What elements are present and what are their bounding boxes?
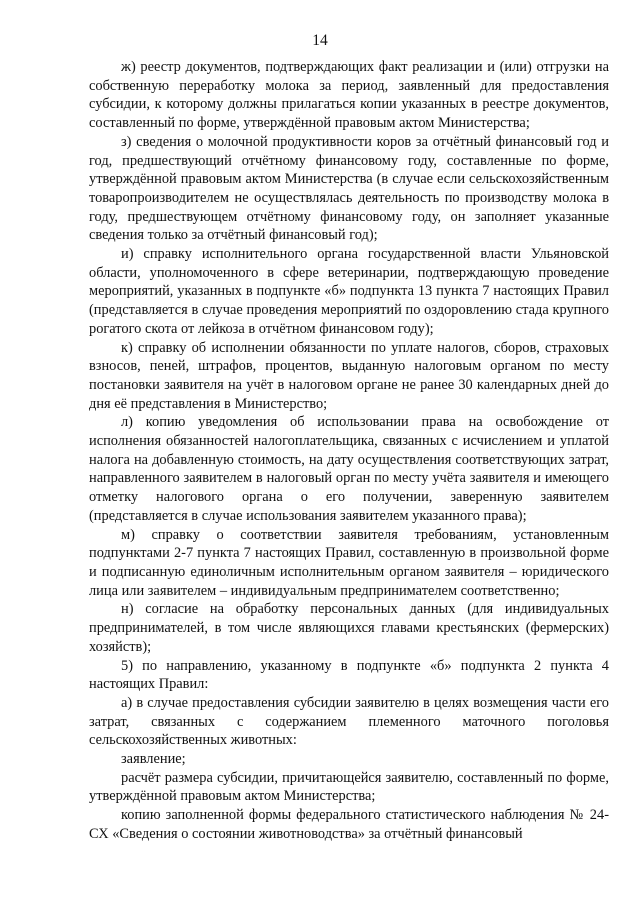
paragraph-zh: ж) реестр документов, подтверждающих факт реализации и (или) отгрузки на собственную переработку молока за период, заявленный для предоставления субсидии, к которому должны прилагаться копии указанных в реестре документов, составленный по форме, утверждённой правовым актом Министерства; [89,59,609,132]
paragraph-n: н) согласие на обработку персональных данных (для индивидуальных предпринимателей, в том числе являющихся главами крестьянских (фермерских) хозяйств); [89,601,609,655]
paragraph-form-copy: копию заполненной формы федерального статистического наблюдения № 24-СХ «Сведения о состоянии животноводства» за отчётный финансовый [89,807,609,842]
paragraph-item-5: 5) по направлению, указанному в подпункте «б» подпункта 2 пункта 4 настоящих Правил: [89,657,609,693]
paragraph-i: и) справку исполнительного органа государственной власти Ульяновской области, уполномоченного в сфере ветеринарии, подтверждающую проведение мероприятий, указанных в подпункте «б» подпункта 13 пункта 7 настоящих Правил (представляется в случае проведения мероприятий по оздоровлению стада крупного рогатого скота от лейкоза в отчётном финансовом году); [89,246,609,337]
paragraph-application: заявление; [121,751,186,768]
paragraph-calculation: расчёт размера субсидии, причитающейся заявителю, составленный по форме, утверждённой правовым актом Министерства; [89,769,609,805]
paragraph-a: а) в случае предоставления субсидии заявителю в целях возмещения части его затрат, связанных с содержанием племенного маточного поголовья сельскохозяйственных животных: [89,694,609,749]
paragraph-m: м) справку о соответствии заявителя требованиям, установленным подпунктами 2-7 пункта 7 настоящих Правил, составленную в произвольной форме и подписанную единоличным исполнительным органом заявителя – юридического лица или заявителем – индивидуальным предпринимателем соответственно; [89,526,609,599]
paragraph-l: л) копию уведомления об использовании права на освобождение от исполнения обязанностей налогоплательщика, связанных с исчислением и уплатой налога на добавленную стоимость, на дату осуществления соответствующих затрат, направленного заявителем в налоговый орган по месту учёта заявителя и имеющего отметку налогового органа о его получении, заверенную заявителем (представляется в случае использования заявителем указанного права); [89,414,609,524]
page-number: 14 [312,32,328,49]
paragraph-z: з) сведения о молочной продуктивности коров за отчётный финансовый год и год, предшествующий отчётному финансовому году, составленные по форме, утверждённой правовым актом Министерства (в случае если сельскохозяйственным товаропроизводителем не осуществлялась деятельность по производству молока в году, предшествующем отчётному финансовому году, он заполняет указанные сведения только за отчётный финансовый год); [89,133,609,244]
paragraph-k: к) справку об исполнении обязанности по уплате налогов, сборов, страховых взносов, пеней, штрафов, процентов, выданную налоговым органом по месту постановки заявителя на учёт в налоговом органе не ранее 30 календарных дней до дня её представления в Министерство; [89,339,609,412]
document-body [89,58,609,844]
